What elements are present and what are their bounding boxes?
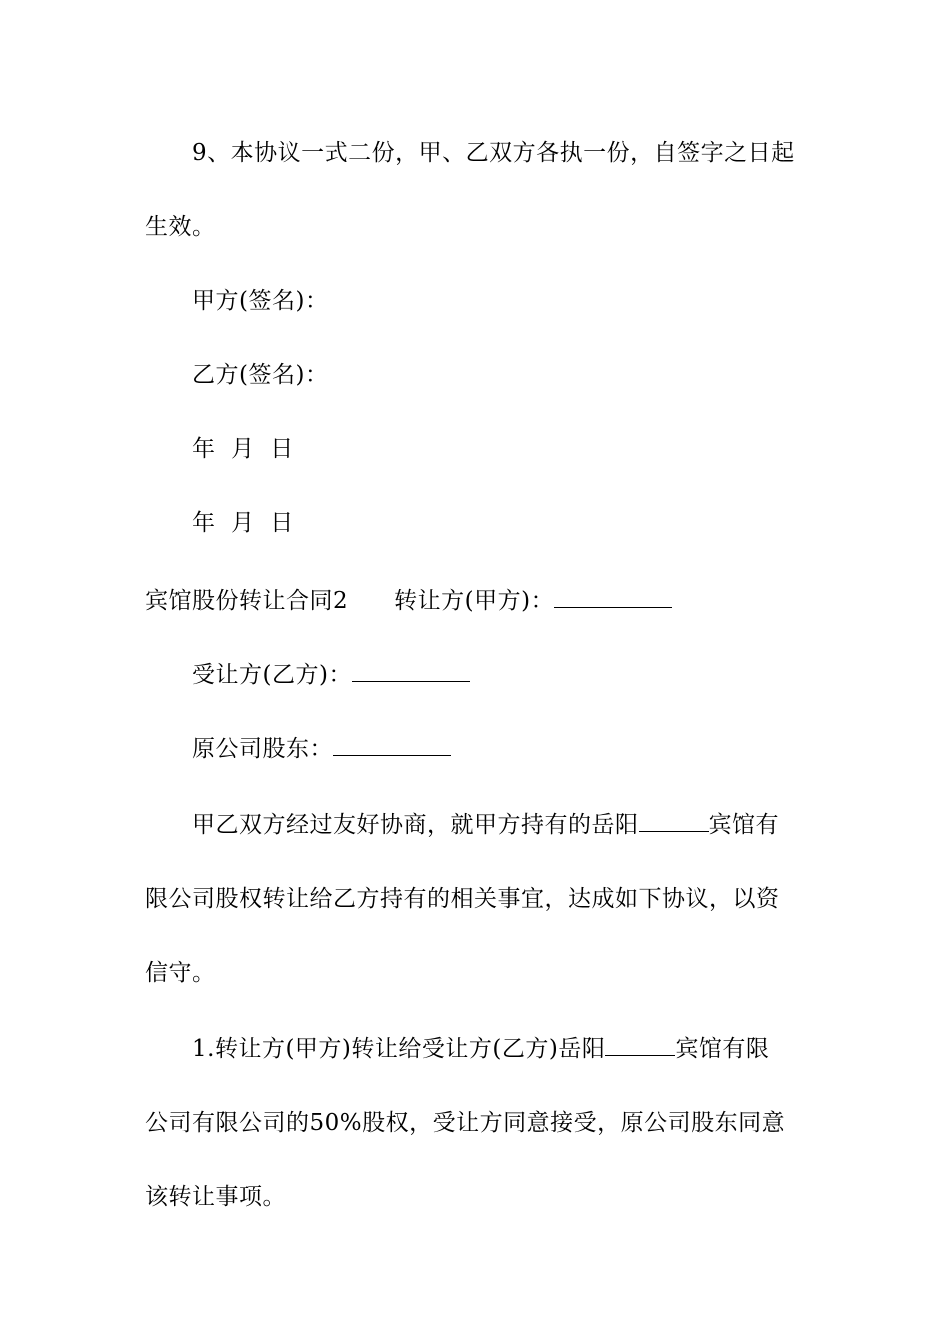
transferee-blank xyxy=(352,661,470,682)
date-text-1: 年 月 日 xyxy=(192,436,294,462)
hotel-name-blank-2 xyxy=(605,1035,675,1056)
transferor-blank xyxy=(554,587,672,608)
clause-1-line-3: 该转让事项。 xyxy=(145,1184,286,1210)
clause-9-line-1: 9、本协议一式二份，甲、乙双方各执一份，自签字之日起 xyxy=(192,140,795,166)
preamble-line-3: 信守。 xyxy=(145,960,216,986)
hotel-name-blank-1 xyxy=(639,811,709,832)
party-b-signature-label: 乙方(签名)： xyxy=(192,362,329,388)
original-shareholder-label: 原公司股东： xyxy=(192,736,333,762)
original-shareholder-blank xyxy=(333,735,451,756)
date-text-2: 年 月 日 xyxy=(192,510,294,536)
transferor-label: 转让方(甲方)： xyxy=(394,588,555,614)
contract-2-heading-line xyxy=(145,586,815,616)
clause-1-text-a: 1.转让方(甲方)转让给受让方(乙方)岳阳 xyxy=(192,1036,606,1062)
original-shareholder-line xyxy=(145,734,862,764)
date-line-1 xyxy=(145,434,862,464)
date-line-2 xyxy=(145,508,862,538)
clause-1-line-2: 公司有限公司的50%股权，受让方同意接受，原公司股东同意 xyxy=(145,1110,786,1136)
transferee-label: 受让方(乙方)： xyxy=(192,662,352,688)
clause-9-line-2: 生效。 xyxy=(145,214,216,240)
party-a-signature-label: 甲方(签名)： xyxy=(192,288,329,314)
preamble-line-1 xyxy=(145,810,862,840)
preamble-text-a: 甲乙双方经过友好协商，就甲方持有的岳阳 xyxy=(192,812,639,838)
preamble-line-2: 限公司股权转让给乙方持有的相关事宜，达成如下协议，以资 xyxy=(145,886,780,912)
contract-2-title: 宾馆股份转让合同2 xyxy=(145,588,349,614)
clause-1-text-b: 宾馆有限 xyxy=(675,1036,770,1062)
preamble-text-b: 宾馆有 xyxy=(708,812,779,838)
clause-1-line-1 xyxy=(145,1034,862,1064)
transferee-line xyxy=(145,660,862,690)
